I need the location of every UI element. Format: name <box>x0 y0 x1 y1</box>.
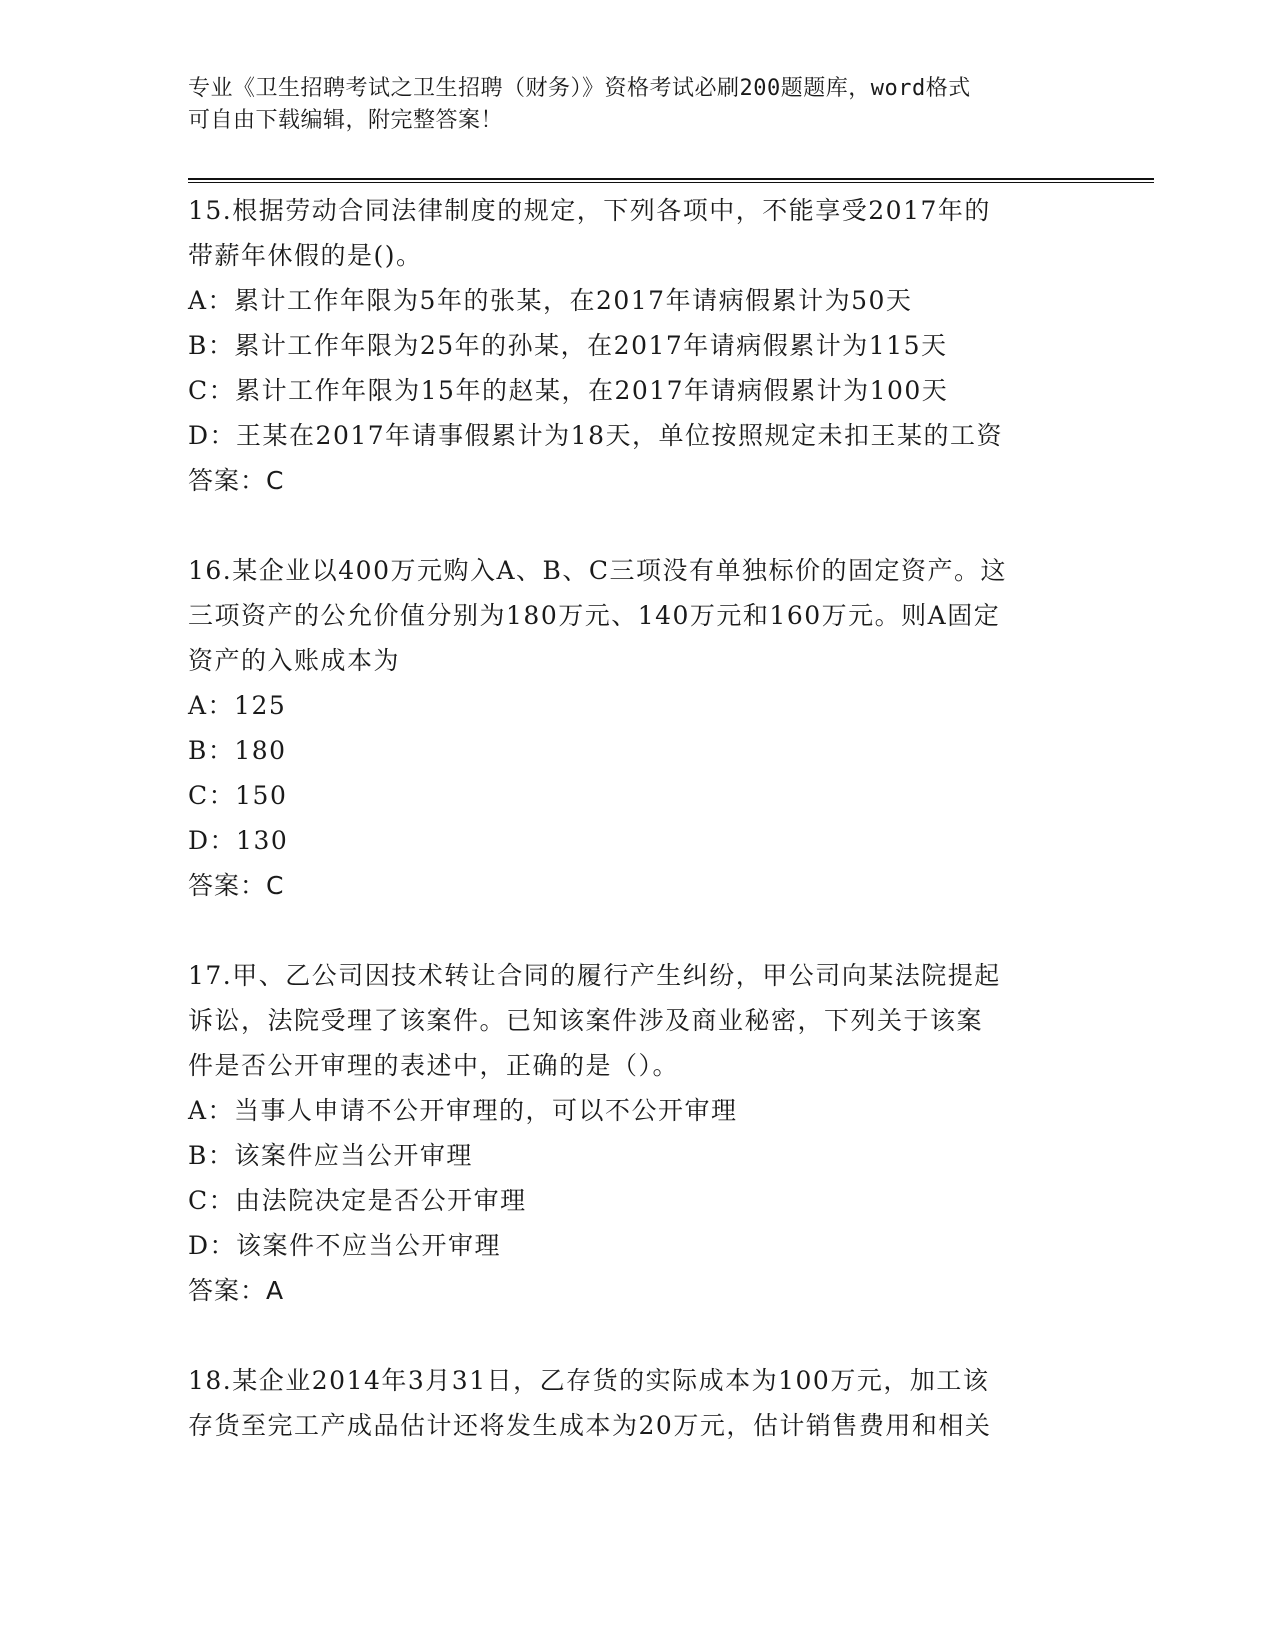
question-stem-line: 16.某企业以400万元购入A、B、C三项没有单独标价的固定资产。这 <box>188 556 1008 585</box>
question-stem-line: 15.根据劳动合同法律制度的规定，下列各项中，不能享受2017年的 <box>188 196 991 225</box>
question-stem-line: 存货至完工产成品估计还将发生成本为20万元，估计销售费用和相关 <box>188 1411 992 1440</box>
document-header <box>188 73 1068 137</box>
question-17 <box>188 953 1088 1313</box>
question-15 <box>188 188 1088 503</box>
option-d: D：130 <box>188 826 289 855</box>
option-d: D：王某在2017年请事假累计为18天，单位按照规定未扣王某的工资 <box>188 421 1003 450</box>
header-divider-thin <box>188 182 1154 183</box>
option-c: C：由法院决定是否公开审理 <box>188 1186 527 1215</box>
option-a: A：累计工作年限为5年的张某，在2017年请病假累计为50天 <box>188 286 913 315</box>
option-c: C：150 <box>188 781 288 810</box>
option-c: C：累计工作年限为15年的赵某，在2017年请病假累计为100天 <box>188 376 949 405</box>
question-18 <box>188 1358 1088 1448</box>
question-list <box>188 188 1088 1493</box>
question-stem-line: 18.某企业2014年3月31日，乙存货的实际成本为100万元，加工该 <box>188 1366 990 1395</box>
question-stem-line: 件是否公开审理的表述中，正确的是（）。 <box>188 1051 680 1080</box>
question-stem-line: 17.甲、乙公司因技术转让合同的履行产生纠纷，甲公司向某法院提起 <box>188 961 1001 990</box>
header-divider-thick <box>188 178 1154 180</box>
option-b: B：180 <box>188 736 287 765</box>
option-a: A：125 <box>188 691 287 720</box>
option-b: B：该案件应当公开审理 <box>188 1141 473 1170</box>
header-line-2: 可自由下载编辑，附完整答案！ <box>188 108 504 133</box>
question-stem-line: 诉讼，法院受理了该案件。已知该案件涉及商业秘密，下列关于该案 <box>188 1006 984 1035</box>
option-b: B：累计工作年限为25年的孙某，在2017年请病假累计为115天 <box>188 331 948 360</box>
question-stem-line: 资产的入账成本为 <box>188 646 401 675</box>
answer-line: 答案：A <box>188 1276 285 1305</box>
option-d: D：该案件不应当公开审理 <box>188 1231 502 1260</box>
question-stem-line: 带薪年休假的是()。 <box>188 241 423 270</box>
question-16 <box>188 548 1088 908</box>
answer-line: 答案：C <box>188 466 285 495</box>
question-stem-line: 三项资产的公允价值分别为180万元、140万元和160万元。则A固定 <box>188 601 1001 630</box>
header-line-1: 专业《卫生招聘考试之卫生招聘（财务）》资格考试必刷200题题库，word格式 <box>188 76 971 101</box>
option-a: A：当事人申请不公开审理的，可以不公开审理 <box>188 1096 738 1125</box>
answer-line: 答案：C <box>188 871 285 900</box>
